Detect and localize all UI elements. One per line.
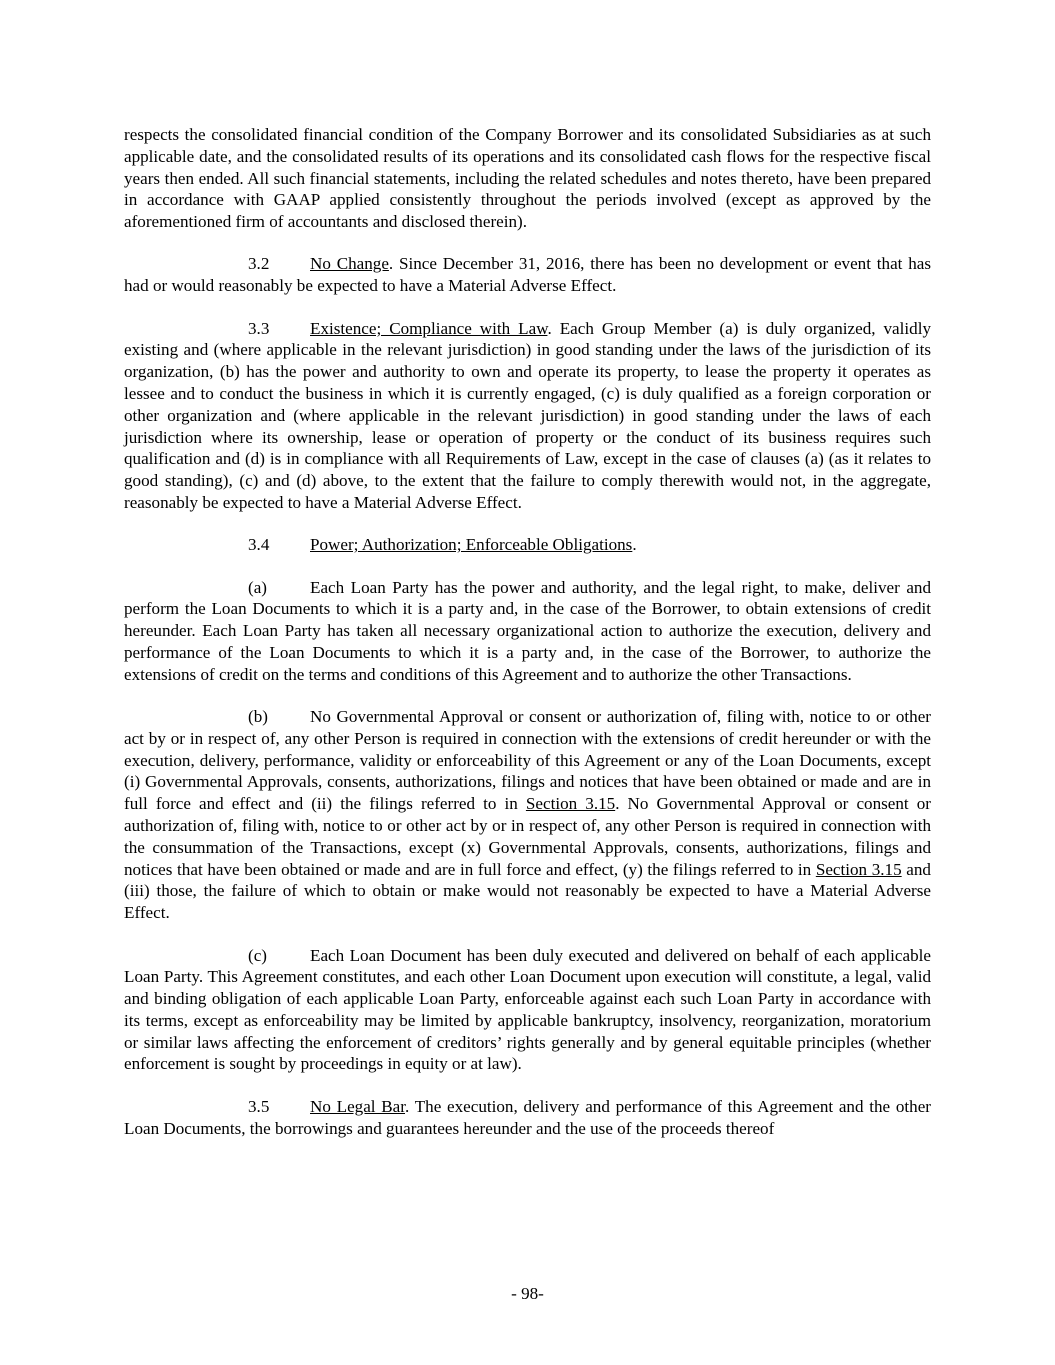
clause-text: Each Loan Document has been duly executed and delivered on behalf of each applicable Loan Party. This Agreement constitutes, and each other Loan Document upon execution will constitute, a legal, valid and binding obligation of each applicable Loan Party, enforceable against each such Loan Party in accordance with its terms, except as enforceability may be limited by applicable bankruptcy, insolvency, reorganization, moratorium or similar laws affecting the enforcement of creditors’ rights generally and by general equitable principles (whether enforcement is sought by proceedings in equity or at law). [124, 945, 931, 1074]
section-number: 3.5 [248, 1096, 270, 1116]
section-3-2 [124, 253, 931, 297]
clause-text: Each Loan Party has the power and authority, and the legal right, to make, deliver and perform the Loan Documents to which it is a party and, in the case of the Borrower, to obtain extensions of credit hereunder. Each Loan Party has taken all necessary organizational action to authorize the execution, delivery and performance of the Loan Documents to which it is a party and, in the case of the Borrower, to authorize the extensions of credit on the terms and conditions of this Agreement and to authorize the other Transactions. [124, 577, 931, 684]
section-title: No Change [310, 254, 389, 274]
section-number: 3.2 [248, 254, 270, 274]
section-text: . Since December 31, 2016, there has been no development or event that has had or would reasonably be expected to have a Material Adverse Effect. [124, 254, 931, 296]
paragraph-intro: respects the consolidated financial condition of the Company Borrower and its consolidated Subsidiaries as at such applicable date, and the consolidated results of its operations and its consolidated cash flows for the respective fiscal years then ended. All such financial statements, including the related schedules and notes thereto, have been prepared in accordance with GAAP applied consistently throughout the periods involved (except as approved by the aforementioned firm of accountants and disclosed therein). [124, 125, 931, 232]
section-3-3 [124, 318, 931, 514]
clause-number: (c) [248, 945, 267, 965]
section-title: Existence; Compliance with Law [310, 318, 548, 338]
clause-number: (b) [248, 707, 268, 727]
section-text: . The execution, delivery and performance of this Agreement and the other Loan Documents, the borrowings and guarantees hereunder and the use of the proceeds thereof [124, 1096, 931, 1138]
section-3-4-a [124, 577, 931, 686]
document-body [124, 124, 931, 1160]
section-title: Power; Authorization; Enforceable Obligations [310, 535, 633, 555]
clause-text-part-3: and (iii) those, the failure of which to obtain or make would not reasonably be expected to have a Material Adverse Effect. [124, 859, 931, 923]
section-number: 3.3 [248, 318, 270, 338]
section-3-4-c [124, 945, 931, 1076]
section-3-5 [124, 1096, 931, 1140]
clause-text-part-2: . No Governmental Approval or consent or authorization of, filing with, notice to or other act by or in respect of, any other Person is required in connection with the consummation of the Transactions, except (x) Governmental Approvals, consents, authorizations, filings and notices that have been obtained or made and are in full force and effect, (y) the filings referred to in [124, 794, 931, 879]
section-title: No Legal Bar [310, 1096, 406, 1116]
clause-text-part-1: No Governmental Approval or consent or authorization of, filing with, notice to or other act by or in respect of, any other Person is required in connection with the extensions of credit hereunder or with the execution, delivery, performance, validity or enforceability of this Agreement or any of the Loan Documents, except (i) Governmental Approvals, consents, authorizations, filings and notices that have been obtained or made and are in full force and effect and (ii) the filings referred to in [124, 707, 931, 814]
section-reference: Section 3.15 [815, 859, 902, 879]
section-3-4-b [124, 706, 931, 924]
section-text: . Each Group Member (a) is duly organized, validly existing and (where applicable in the relevant jurisdiction) in good standing under the laws of the jurisdiction of its organization, (b) has the power and authority to own and operate its property, to lease the property it operates as lessee and to conduct the business in which it is currently engaged, (c) is duly qualified as a foreign corporation or other organization and (where applicable in the relevant jurisdiction) in good standing under the laws of each jurisdiction where its ownership, lease or operation of property or the conduct of its business requires such qualification and (d) is in compliance with all Requirements of Law, except in the case of clauses (a) (as it relates to good standing), (c) and (d) above, to the extent that the failure to comply therewith would not, in the aggregate, reasonably be expected to have a Material Adverse Effect. [124, 318, 931, 512]
section-reference: Section 3.15 [525, 794, 616, 814]
clause-number: (a) [248, 577, 267, 597]
page-number: - 98- [511, 1284, 544, 1303]
section-number: 3.4 [248, 535, 270, 555]
section-3-4 [124, 534, 931, 556]
section-tail: . [632, 535, 637, 555]
